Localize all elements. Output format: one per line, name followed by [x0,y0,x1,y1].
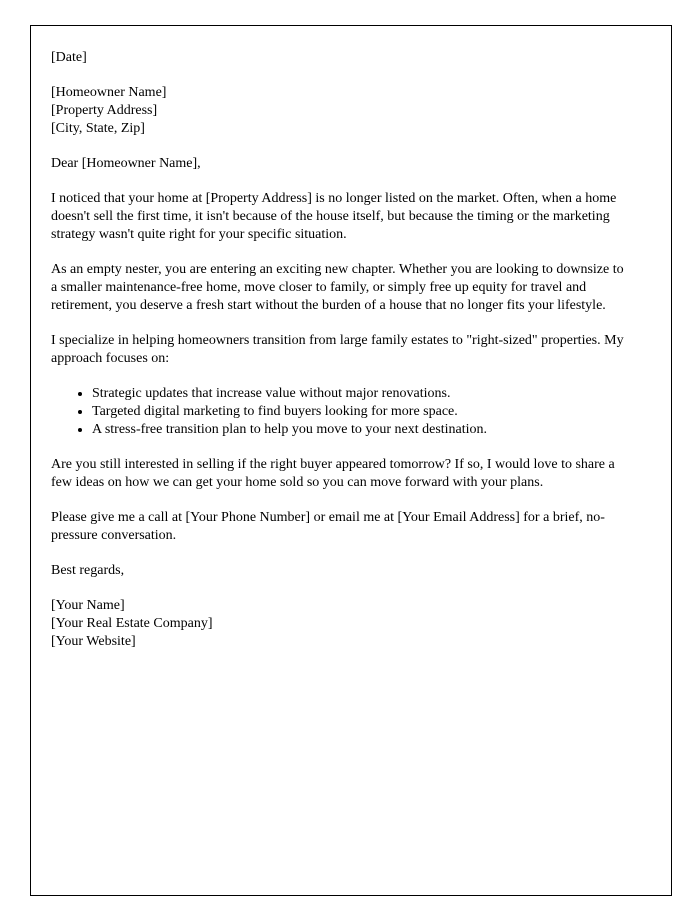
bullet-transition-plan: • A stress-free transition plan to help you move to your next destination. [92,421,629,439]
salutation: Dear [Homeowner Name], [51,156,201,171]
bullet-digital-marketing: • Targeted digital marketing to find buyers looking for more space. [92,403,629,421]
signature-website: [Your Website] [51,634,136,649]
recipient-city-state-zip: [City, State, Zip] [51,121,145,136]
signature-block [51,597,629,651]
closing: Best regards, [51,563,125,578]
paragraph-market-notice: I noticed that your home at [Property Address] is no longer listed on the market. Often, when a home doesn't sell the first time, it isn't because of the house itself, but because the timing or the marketing strategy wasn't quite right for your specific situation. [51,191,617,242]
recipient-address-block [51,84,629,138]
paragraph-call-to-action: Are you still interested in selling if the right buyer appeared tomorrow? If so, I would love to share a few ideas on how we can get your home sold so you can move forward with your plans. [51,457,615,490]
bullet-strategic-updates: • Strategic updates that increase value without major renovations. [92,385,629,403]
recipient-name: [Homeowner Name] [51,85,167,100]
paragraph-empty-nester: As an empty nester, you are entering an exciting new chapter. Whether you are looking to downsize to a smaller maintenance-free home, move closer to family, or simply free up equity for travel and retirement, you deserve a fresh start without the burden of a house that no longer fits your lifestyle. [51,262,624,313]
signature-name: [Your Name] [51,598,125,613]
date-placeholder: [Date] [51,50,87,65]
letter-document [30,25,672,896]
paragraph-contact-info: Please give me a call at [Your Phone Number] or email me at [Your Email Address] for a brief, no-pressure conversation. [51,510,605,543]
recipient-property-address: [Property Address] [51,103,158,118]
approach-bullet-list [51,385,629,439]
paragraph-specialization: I specialize in helping homeowners transition from large family estates to "right-sized" properties. My approach focuses on: [51,333,624,366]
signature-company: [Your Real Estate Company] [51,616,213,631]
